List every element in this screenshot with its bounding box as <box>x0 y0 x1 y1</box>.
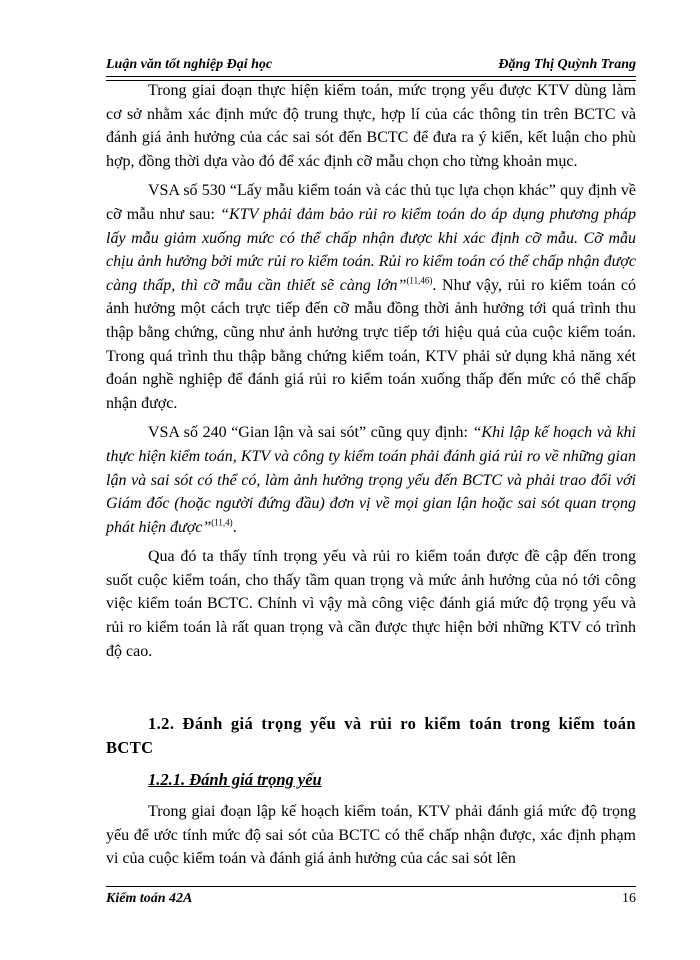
body-text-lower <box>106 800 636 871</box>
paragraph-2-quote: “KTV phải đảm bảo rủi ro kiểm toán do áp dụng phương pháp lấy mẫu giảm xuống mức có thể chấp nhận được khi xác định cỡ mẫu. Cỡ mẫu chịu ảnh hưởng bởi mức rủi ro kiểm toán. Rủi ro kiểm toán có thể chấp nhận được càng thấp, thì cỡ mẫu cần thiết sẽ càng lớn” <box>106 205 636 294</box>
section-heading: 1.2. Đánh giá trọng yếu và rủi ro kiểm toán trong kiểm toán BCTC <box>106 714 636 757</box>
paragraph-3-end: . <box>232 518 237 536</box>
subsection-heading <box>106 770 678 790</box>
page-number: 16 <box>622 891 636 906</box>
body-text-upper <box>106 79 636 663</box>
paragraph-3-quote: “Khi lập kế hoạch và khi thực hiện kiểm toán, KTV và công ty kiểm toán phải đánh giá rủi ro về những gian lận và sai sót có thể có, làm ảnh hưởng trọng yếu đến BCTC và phải trao đổi với Giám đốc (hoặc người đứng đầu) đơn vị về mọi gian lận hoặc sai sót quan trọng phát hiện được” <box>106 424 636 536</box>
header-thesis-title: Luận văn tốt nghiệp Đại học <box>106 57 273 72</box>
paragraph-3 <box>106 421 636 539</box>
page-header <box>106 56 636 77</box>
footer-class-label: Kiểm toán 42A <box>106 891 193 906</box>
paragraph-2-intro: VSA số 530 “Lấy mẫu kiểm toán và các thủ tục lựa chọn khác” quy định về cỡ mẫu như sau: <box>106 182 636 223</box>
paragraph-2-rest: . Như vậy, rủi ro kiểm toán có ảnh hưởng một cách trực tiếp đến cỡ mẫu đồng thời ảnh hưởng tới quá trình thu thập bằng chứng, cũng như ảnh hưởng trực tiếp tới hiệu quả của cuộc kiểm toán. Trong quá trình thu thập bằng chứng kiểm toán, KTV phải sử dụng khả năng xét đoán nghề nghiệp để đánh giá rủi ro kiểm toán xuống thấp đến mức có thể chấp nhận được. <box>106 276 637 412</box>
subsection-heading-text: 1.2.1. Đánh giá trọng yếu <box>148 770 322 789</box>
header-author-name: Đặng Thị Quỳnh Trang <box>498 57 636 72</box>
paragraph-3-intro: VSA số 240 “Gian lận và sai sót” cũng quy định: <box>148 424 473 442</box>
page-footer <box>106 886 636 911</box>
paragraph-2-citation: (11,46) <box>406 275 433 286</box>
paragraph-1: Trong giai đoạn thực hiện kiểm toán, mức trọng yếu được KTV dùng làm cơ sở nhằm xác định mức độ trung thực, hợp lí của các thông tin trên BCTC và đánh giá ảnh hưởng của các sai sót đến BCTC để đưa ra ý kiến, kết luận cho phù hợp, đồng thời dựa vào đó để xác định cỡ mẫu chọn cho từng khoản mục. <box>106 82 636 170</box>
paragraph-3-citation: (11,4) <box>211 517 233 528</box>
paragraph-4: Qua đó ta thấy tính trọng yếu và rủi ro kiểm toán được đề cập đến trong suốt cuộc kiểm toán, cho thấy tầm quan trọng và mức ảnh hưởng của nó tới công việc kiểm toán BCTC. Chính vì vậy mà công việc đánh giá mức độ trọng yếu và rủi ro kiểm toán là rất quan trọng và cần được thực hiện bởi những KTV có trình độ cao. <box>106 548 636 660</box>
paragraph-5: Trong giai đoạn lập kế hoạch kiểm toán, KTV phải đánh giá mức độ trọng yếu để ước tính mức độ sai sót của BCTC có thể chấp nhận được, xác định phạm vi của cuộc kiểm toán và đánh giá ảnh hưởng của các sai sót lên <box>106 803 636 868</box>
paragraph-2 <box>106 179 636 415</box>
